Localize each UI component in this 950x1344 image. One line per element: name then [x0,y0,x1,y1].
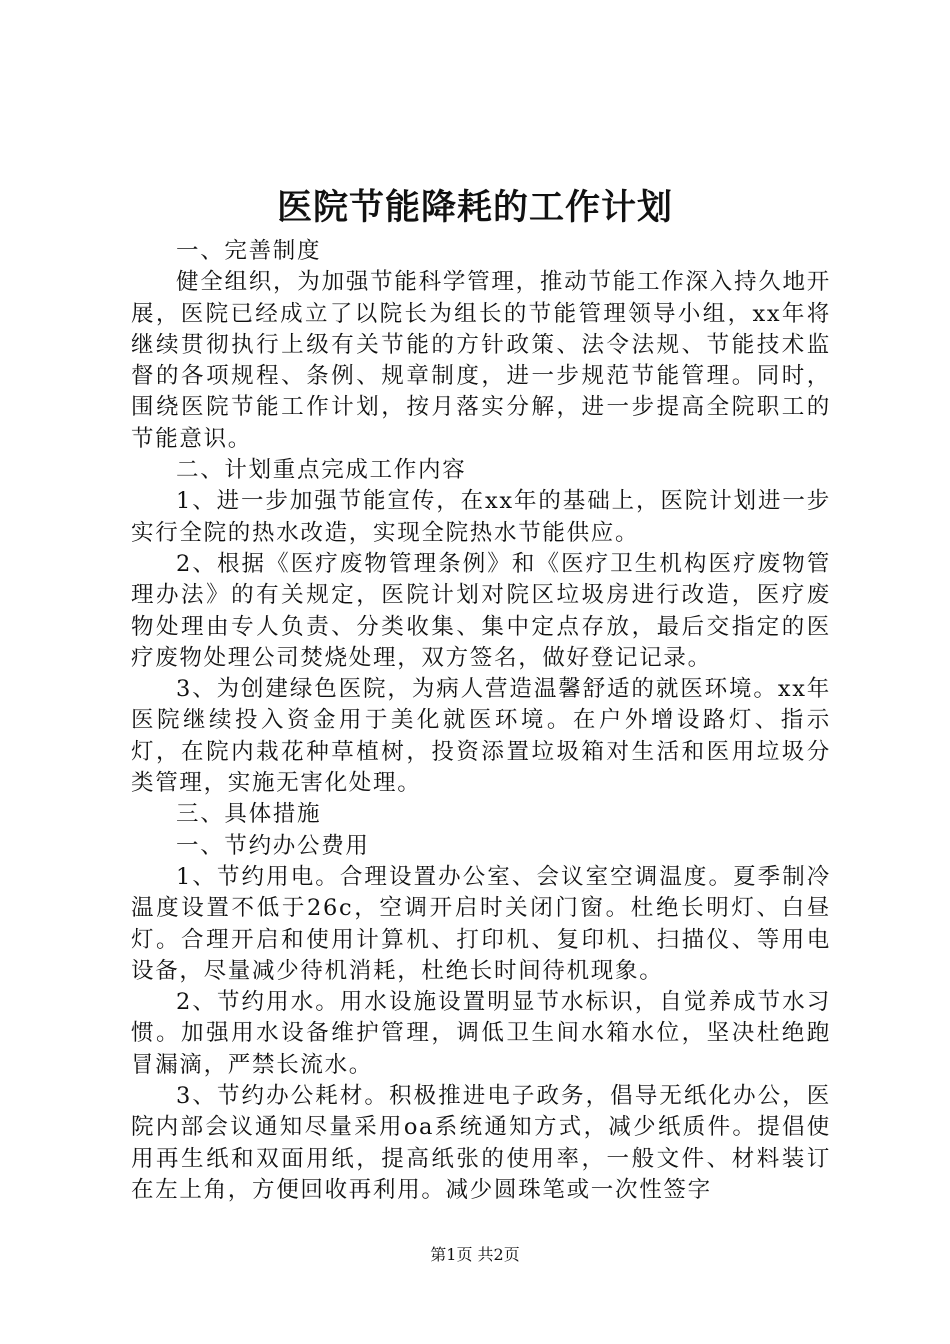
section-heading-1: 一、完善制度 [176,238,322,264]
document-title: 医院节能降耗的工作计划 [276,187,673,228]
paragraph: 2、根据《医疗废物管理条例》和《医疗卫生机构医疗废物管理办法》的有关规定，医院计划对院区垃圾房进行改造，医疗废物处理由专人负责、分类收集、集中定点存放，最后交指定的医疗废物处理公司焚烧处理，双方签名，做好登记记录。 [131,550,831,671]
section-heading-3: 三、具体措施 [176,801,322,828]
subsection-heading: 一、节约办公费用 [176,832,370,859]
section-heading-2: 二、计划重点完成工作内容 [176,457,467,484]
paragraph: 3、为创建绿色医院，为病人营造温馨舒适的就医环境。xx年医院继续投入资金用于美化就医环境。在户外增设路灯、指示灯，在院内栽花种草植树，投资添置垃圾箱对生活和医用垃圾分类管理，实施无害化处理。 [131,676,831,797]
paragraph: 健全组织，为加强节能科学管理，推动节能工作深入持久地开展，医院已经成立了以院长为组长的节能管理领导小组，xx年将继续贯彻执行上级有关节能的方针政策、法令法规、节能技术监督的各项规程、条例、规章制度，进一步规范节能管理。同时，围绕医院节能工作计划，按月落实分解，进一步提高全院职工的节能意识。 [131,269,831,452]
document-body [131,236,831,1206]
page-footer: 第1页 共2页 [430,1245,520,1264]
paragraph: 1、节约用电。合理设置办公室、会议室空调温度。夏季制冷温度设置不低于26c，空调开启时关闭门窗。杜绝长明灯、白昼灯。合理开启和使用计算机、打印机、复印机、扫描仪、等用电设备，尽量减少待机消耗，杜绝长时间待机现象。 [131,863,831,984]
paragraph: 3、节约办公耗材。积极推进电子政务，倡导无纸化办公，医院内部会议通知尽量采用oa系统通知方式，减少纸质件。提倡使用再生纸和双面用纸，提高纸张的使用率，一般文件、材料装订在左上角，方便回收再利用。减少圆珠笔或一次性签字 [131,1083,831,1203]
paragraph: 1、进一步加强节能宣传，在xx年的基础上，医院计划进一步实行全院的热水改造，实现全院热水节能供应。 [131,488,831,546]
paragraph: 2、节约用水。用水设施设置明显节水标识，自觉养成节水习惯。加强用水设备维护管理，调低卫生间水箱水位，坚决杜绝跑冒漏滴，严禁长流水。 [131,989,831,1078]
